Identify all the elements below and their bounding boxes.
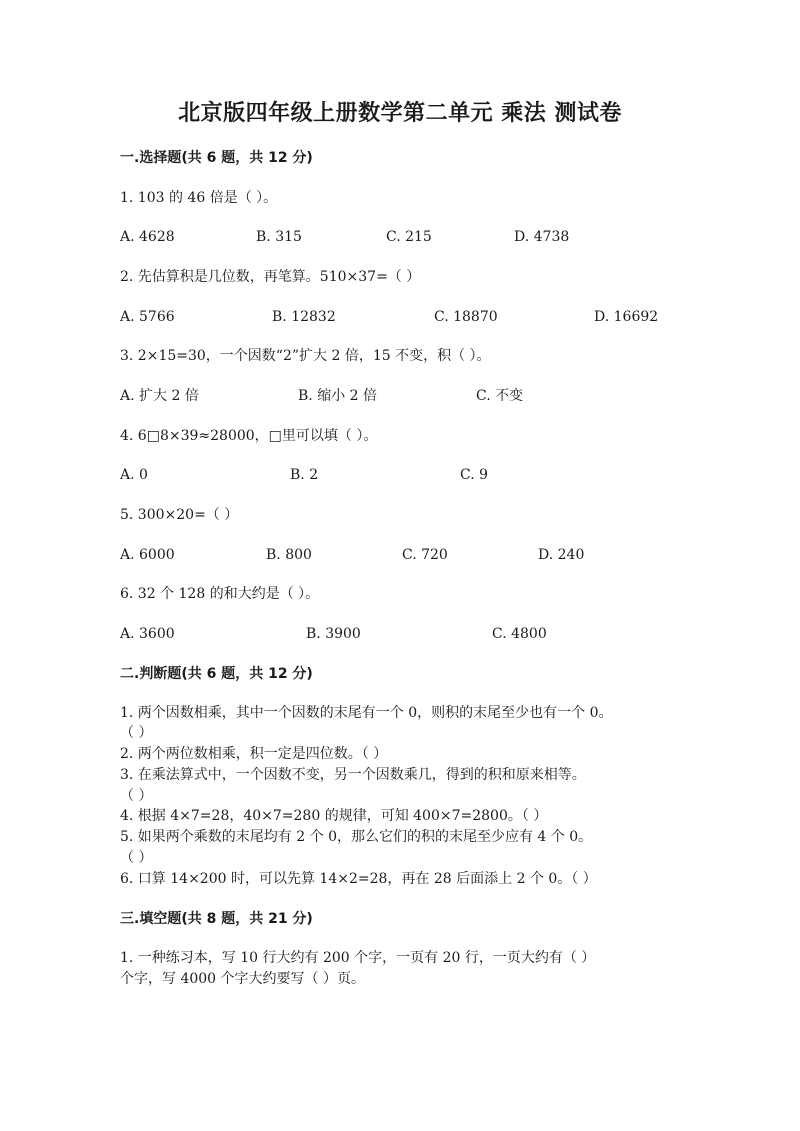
judgement-line: 4. 根据 4×7=28，40×7=280 的规律，可知 400×7=2800。（ ） bbox=[120, 808, 548, 824]
judgement-line: 5. 如果两个乘数的末尾均有 2 个 0，那么它们的积的末尾至少应有 4 个 0。 bbox=[120, 829, 593, 845]
fill-in-line: 个字，写 4000 个字大约要写（ ）页。 bbox=[120, 971, 365, 987]
option-b: B. 3900 bbox=[306, 626, 361, 642]
option-b: B. 12832 bbox=[272, 309, 336, 325]
judgement-line: 1. 两个因数相乘，其中一个因数的末尾有一个 0，则积的末尾至少也有一个 0。 bbox=[120, 705, 613, 721]
option-a: A. 6000 bbox=[120, 547, 175, 563]
question-2: 2. 先估算积是几位数，再笔算。510×37=（ ） bbox=[120, 269, 421, 285]
question-4: 4. 6□8×39≈28000，□里可以填（ ）。 bbox=[120, 428, 378, 444]
option-b: B. 315 bbox=[256, 229, 302, 245]
option-c: C. 215 bbox=[386, 229, 432, 245]
option-a: A. 4628 bbox=[120, 229, 175, 245]
option-a: A. 3600 bbox=[120, 626, 175, 642]
option-c: C. 4800 bbox=[492, 626, 547, 642]
option-c: C. 9 bbox=[460, 467, 489, 483]
section-heading-choice: 一.选择题(共 6 题，共 12 分) bbox=[120, 150, 313, 166]
option-a: A. 扩大 2 倍 bbox=[120, 388, 199, 404]
judgement-line: （ ） bbox=[120, 788, 153, 804]
question-6: 6. 32 个 128 的和大约是（ ）。 bbox=[120, 586, 320, 602]
section-heading-fill-in: 三.填空题(共 8 题，共 21 分) bbox=[120, 911, 313, 927]
judgement-line: 3. 在乘法算式中，一个因数不变，另一个因数乘几，得到的积和原来相等。 bbox=[120, 767, 586, 783]
fill-in-line: 1. 一种练习本，写 10 行大约有 200 个字，一页有 20 行，一页大约有（ ） bbox=[120, 950, 596, 966]
section-heading-judgement: 二.判断题(共 6 题，共 12 分) bbox=[120, 666, 313, 682]
option-d: D. 240 bbox=[538, 547, 585, 563]
option-b: B. 缩小 2 倍 bbox=[298, 388, 377, 404]
question-3: 3. 2×15=30，一个因数“2”扩大 2 倍，15 不变，积（ ）。 bbox=[120, 348, 491, 364]
question-1: 1. 103 的 46 倍是（ ）。 bbox=[120, 190, 278, 206]
option-c: C. 18870 bbox=[434, 309, 498, 325]
page-title: 北京版四年级上册数学第二单元 乘法 测试卷 bbox=[178, 101, 622, 126]
judgement-line: （ ） bbox=[120, 850, 153, 866]
option-b: B. 800 bbox=[266, 547, 312, 563]
judgement-line: 2. 两个两位数相乘，积一定是四位数。（ ） bbox=[120, 746, 388, 762]
option-a: A. 5766 bbox=[120, 309, 175, 325]
option-b: B. 2 bbox=[290, 467, 319, 483]
option-d: D. 16692 bbox=[594, 309, 659, 325]
option-a: A. 0 bbox=[120, 467, 148, 483]
option-c: C. 720 bbox=[402, 547, 448, 563]
judgement-line: 6. 口算 14×200 时，可以先算 14×2=28，再在 28 后面添上 2 个 0。（ ） bbox=[120, 871, 597, 887]
option-d: D. 4738 bbox=[514, 229, 570, 245]
question-5: 5. 300×20=（ ） bbox=[120, 507, 239, 523]
judgement-line: （ ） bbox=[120, 725, 153, 741]
option-c: C. 不变 bbox=[476, 388, 524, 404]
